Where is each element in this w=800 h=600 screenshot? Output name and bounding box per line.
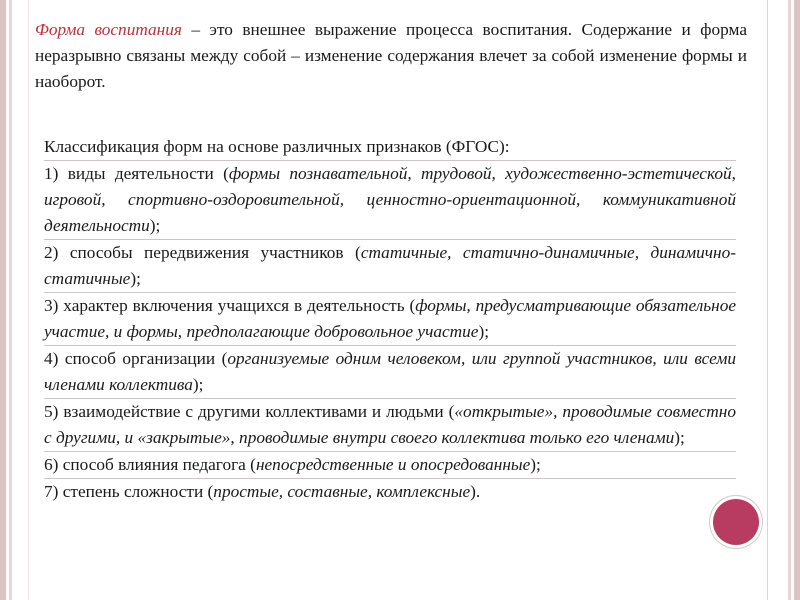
- list-item: [44, 160, 736, 239]
- item-lead: 6) способ влияния педагога (: [44, 455, 256, 474]
- definition-text: – это внешнее выражение процесса воспитания. Содержание и форма неразрывно связаны между собой – изменение содержания влечет за собой изменение формы и наоборот.: [35, 20, 747, 91]
- item-italic: непосредственные и опосредованные: [255, 455, 531, 474]
- item-lead: 3) характер включения учащихся в деятельность (: [44, 296, 416, 315]
- classification-heading: Классификация форм на основе различных признаков (ФГОС):: [44, 137, 510, 156]
- left-border-outer: [0, 0, 6, 600]
- item-tail: );: [530, 455, 541, 474]
- list-item: [44, 478, 736, 505]
- item-italic: простые, составные, комплексные: [213, 482, 471, 501]
- item-lead: 4) способ организации (: [44, 349, 228, 368]
- item-tail: );: [149, 216, 161, 235]
- item-tail: );: [674, 428, 685, 447]
- item-lead: 2) способы передвижения участников (: [44, 243, 361, 262]
- left-border-inner: [9, 0, 12, 600]
- decorative-circle: [713, 499, 759, 545]
- item-lead: 5) взаимодействие с другими коллективами и людьми (: [44, 402, 455, 421]
- item-lead: 1) виды деятельности (: [44, 164, 229, 183]
- item-italic: «открытые», проводимые совместно с другими, и «закрытые», проводимые внутри своего коллектива только его членами: [44, 402, 736, 447]
- classification-block: [44, 134, 736, 505]
- item-italic: организуемые одним человеком, или группой участников, или всеми членами коллектива: [44, 349, 736, 394]
- item-tail: );: [478, 322, 489, 341]
- list-item: [44, 398, 736, 451]
- right-border-outer: [794, 0, 800, 600]
- item-italic: формы, предусматривающие обязательное участие, и формы, предполагающие добровольное участие: [44, 296, 737, 341]
- list-item: [44, 239, 736, 292]
- definition-paragraph: [35, 17, 747, 95]
- definition-term: Форма воспитания: [35, 20, 182, 39]
- item-italic: статичные, статично-динамичные, динамично-статичные: [44, 243, 736, 288]
- left-border-line: [28, 0, 29, 600]
- list-item: [44, 345, 736, 398]
- item-lead: 7) степень сложности (: [44, 482, 214, 501]
- list-item: [44, 451, 736, 478]
- item-tail: ).: [470, 482, 481, 501]
- item-tail: );: [130, 269, 141, 288]
- list-item: [44, 292, 736, 345]
- right-border-line: [767, 0, 768, 600]
- right-border-inner: [788, 0, 791, 600]
- item-tail: );: [192, 375, 204, 394]
- item-italic: формы познавательной, трудовой, художественно-эстетической, игровой, спортивно-оздоровительной, ценностно-ориентационной, коммуникативной деятельности: [44, 164, 736, 235]
